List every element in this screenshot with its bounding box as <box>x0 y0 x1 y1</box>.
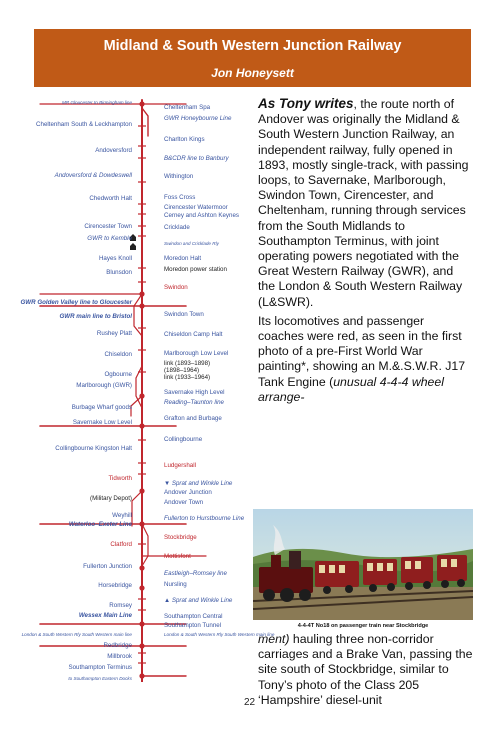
station-label: Blunsdon <box>106 269 132 276</box>
station-label: Marlborough (GWR) <box>76 382 132 389</box>
station-label: Weyhill <box>112 512 132 519</box>
station-label: Cerney and Ashton Keynes <box>164 212 239 219</box>
paragraph-3: ment) hauling three non-corridor carriages and a Brake Van, passing the site south of Stockbridge, similar to Tony’s photo of the Class 205 ‘Hampshire’ diesel-unit <box>258 632 473 707</box>
station-marker <box>139 303 144 308</box>
station-label: Andover Town <box>164 499 204 506</box>
station-label: Ludgershall <box>164 462 196 469</box>
branch-tidworth-lower <box>132 491 142 526</box>
station-marker <box>139 101 144 106</box>
station-label: Fullerton to Hurstbourne Line <box>164 515 245 522</box>
station-label: Reading–Taunton line <box>164 399 224 406</box>
station-label: Stockbridge <box>164 534 197 541</box>
station-marker <box>139 621 144 626</box>
station-label: GWR to Kemble <box>87 235 132 242</box>
page-number: 22 <box>243 697 256 708</box>
station-label: Fullerton Junction <box>83 563 132 570</box>
header-banner <box>34 29 471 87</box>
station-label: Hayes Knoll <box>98 255 132 262</box>
station-label: Clatford <box>110 541 132 548</box>
photo-caption: 4-4-4T No18 on passenger train near Stockbridge <box>297 623 429 629</box>
station-marker <box>139 565 144 570</box>
station-marker <box>139 291 144 296</box>
station-label: Moredon Halt <box>164 255 202 262</box>
station-label: link (1893–1898) <box>164 360 211 367</box>
station-marker <box>139 488 144 493</box>
station-label: Southampton Tunnel <box>164 622 222 629</box>
article-title: Midland & South Western Junction Railway <box>103 38 402 54</box>
locomotive-painting <box>253 509 473 620</box>
station-label: Millbrook <box>107 653 132 660</box>
branch-swindon <box>134 294 142 336</box>
station-label: Cheltenham Spa <box>164 104 211 111</box>
station-label: MR Gloucester to Birmingham line <box>62 100 132 105</box>
station-label: Andoversford & Dowdeswell <box>54 172 132 179</box>
station-marker <box>139 393 144 398</box>
station-marker <box>139 673 144 678</box>
station-label: B&CDR line to Banbury <box>164 155 229 162</box>
lead-phrase: As Tony writes <box>258 96 354 111</box>
station-label: Swindon <box>164 284 188 291</box>
route-diagram <box>20 96 275 682</box>
station-label: Cirencester Watermoor <box>164 204 228 211</box>
station-label: Wessex Main Line <box>78 612 132 619</box>
station-label: Marlborough Low Level <box>164 350 229 357</box>
station-label: Romsey <box>109 602 132 609</box>
station-label: Southampton Terminus <box>68 664 132 671</box>
station-marker <box>139 521 144 526</box>
station-label: Cheltenham South & Leckhampton <box>36 121 132 128</box>
station-label: GWR Golden Valley line to Gloucester <box>20 299 132 306</box>
station-label: Swindon and Cricklade Rly <box>164 241 219 246</box>
station-label: Swindon Town <box>164 311 204 318</box>
station-marker <box>139 585 144 590</box>
station-label: Collingbourne <box>164 436 203 443</box>
paragraph-1: As Tony writes, the route north of Andover was originally the Midland & South Western Junction Railway, an independent railway, fully opened in 1893, mostly single-track, with passing loops, to Savernake, Marlborough, Swindon Town, Cirencester, and Cheltenham, running through services from the South Midlands to Southampton Terminus, with joint operating powers negotiated with the Great Western Railway (GWR), and the London & South Western Railway (L&SWR). <box>258 96 469 309</box>
station-label: Savernake High Level <box>164 389 225 396</box>
station-label: London & South Western Rly South Western main line <box>21 632 132 637</box>
station-label: Eastleigh–Romsey line <box>164 570 227 577</box>
station-label: Horsebridge <box>98 582 132 589</box>
station-label: ▼ Sprat and Winkle Line <box>164 480 233 487</box>
station-label: (Military Depot) <box>90 495 132 502</box>
article-author: Jon Honeysett <box>211 66 294 80</box>
station-label: GWR main line to Bristol <box>59 313 132 320</box>
station-label: London & South Western Rly South Western main line <box>164 632 275 637</box>
station-marker <box>139 643 144 648</box>
station-label: link (1933–1964) <box>164 374 211 381</box>
station-label: (1898–1964) <box>164 367 200 374</box>
station-label: Andover Junction <box>164 489 212 496</box>
station-label: Rushey Platt <box>96 330 132 337</box>
station-label: to Southampton Eastern Docks <box>68 676 132 681</box>
station-label: Grafton and Burbage <box>164 415 222 422</box>
station-label: Burbage Wharf goods <box>71 404 132 411</box>
station-label: GWR Honeybourne Line <box>164 115 232 122</box>
station-label: Chedworth Halt <box>89 195 132 202</box>
station-label: Andoversford <box>95 147 132 154</box>
station-label: Waterloo–Exeter Line <box>68 521 132 528</box>
paragraph-2: Its locomotives and passenger coaches were red, as seen in the first photo of a pre-First World War painting*, showing an M.&.S.W.R. J17 Tank Engine (unusual 4-4-4 wheel arrange- <box>258 313 466 404</box>
station-label: Redbridge <box>103 642 132 649</box>
station-label: Chiseldon <box>104 351 132 358</box>
station-label: Collingbourne Kingston Halt <box>55 445 132 452</box>
station-label: Ogbourne <box>104 371 132 378</box>
station-label: Savernake Low Level <box>72 419 132 426</box>
station-label: Tidworth <box>108 475 132 482</box>
article-body <box>258 96 473 405</box>
station-label: ▲ Sprat and Winkle Line <box>164 597 233 604</box>
station-label: Cricklade <box>164 224 190 231</box>
station-label: Moredon power station <box>164 266 227 273</box>
station-label: Chiseldon Camp Halt <box>164 331 223 338</box>
station-label: Foss Cross <box>164 194 196 201</box>
station-label: Nursling <box>164 581 187 588</box>
station-label: Charlton Kings <box>164 136 205 143</box>
station-label: Withington <box>164 173 194 180</box>
station-label: Southampton Central <box>164 613 223 620</box>
station-marker <box>139 423 144 428</box>
station-label: Cirencester Town <box>84 223 132 230</box>
station-label: Mottisfont <box>164 553 191 560</box>
